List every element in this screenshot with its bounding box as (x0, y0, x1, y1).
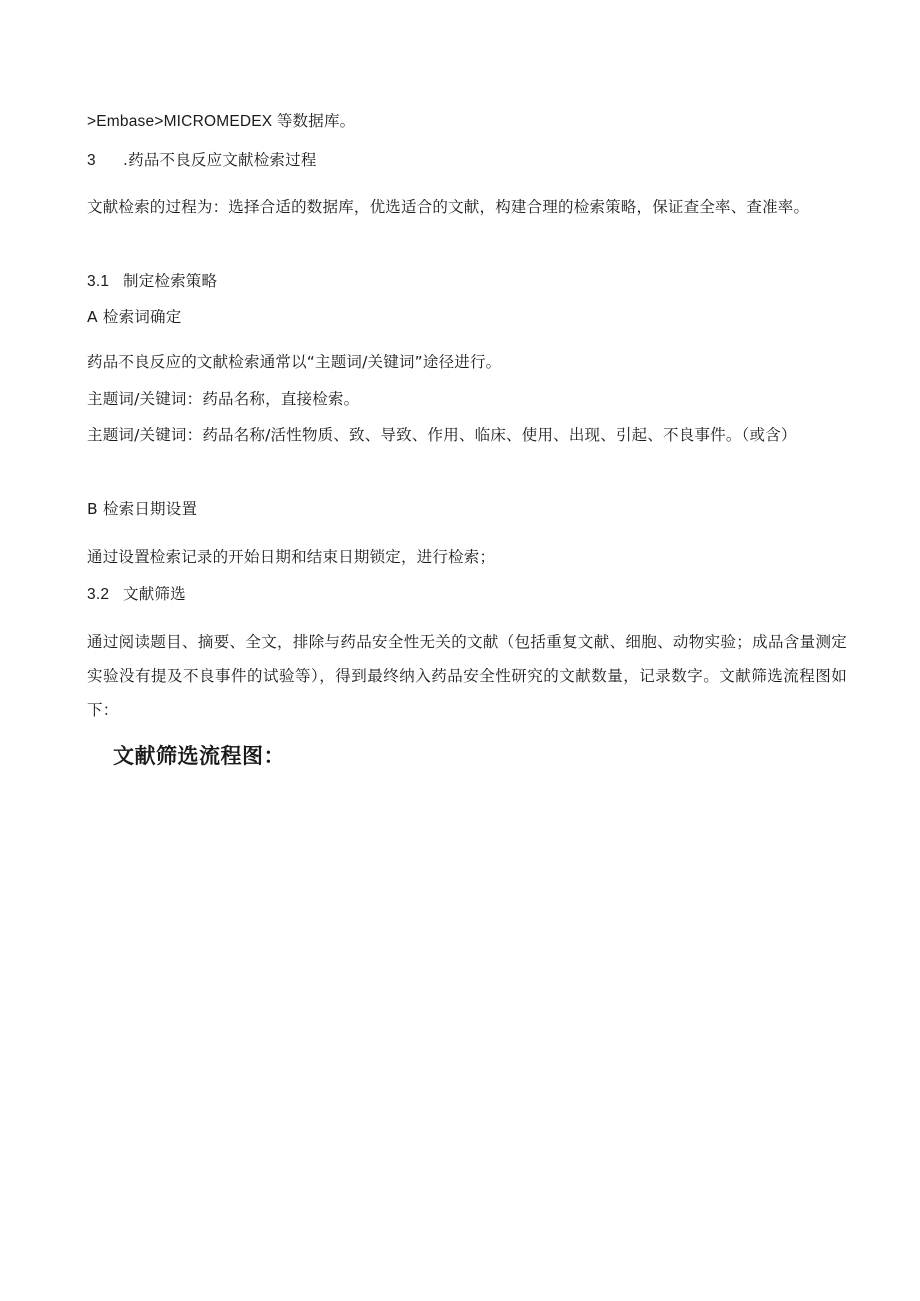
section-3-number: 3 (87, 152, 96, 169)
subsection-b-heading: B 检索日期设置 (87, 500, 198, 518)
database-list-line: >Embase>MICROMEDEX 等数据库。 (87, 113, 356, 130)
section-3-heading (87, 150, 317, 171)
date-setting-paragraph: 通过设置检索记录的开始日期和结束日期锁定，进行检索； (87, 548, 496, 566)
section-3-2-number: 3.2 (87, 586, 110, 603)
keyword-paragraph-1: 主题词/关键词：药品名称，直接检索。 (87, 390, 360, 408)
subsection-a-heading: A 检索词确定 (87, 308, 182, 326)
section-3-1-number: 3.1 (87, 273, 110, 290)
section-3-2-title: 文献筛选 (123, 585, 186, 603)
section-3-title: .药品不良反应文献检索过程 (123, 151, 317, 169)
keyword-paragraph-2: 主题词/关键词：药品名称/活性物质、致、导致、作用、临床、使用、出现、引起、不良事件。（或含） (87, 426, 797, 444)
screening-paragraph: 通过阅读题目、摘要、全文，排除与药品安全性无关的文献（包括重复文献、细胞、动物实验；成品含量测定实验没有提及不良事件的试验等），得到最终纳入药品安全性研究的文献数量，记录数字。文献筛选流程图如下： (87, 633, 847, 719)
search-route-paragraph: 药品不良反应的文献检索通常以“主题词/关键词”途径进行。 (87, 353, 502, 371)
section-3-1-heading (87, 271, 217, 292)
section-3-1-title: 制定检索策略 (123, 272, 218, 290)
section-3-2-heading (87, 584, 186, 605)
figure-title: 文献筛选流程图： (113, 744, 285, 768)
process-paragraph: 文献检索的过程为：选择合适的数据库，优选适合的文献，构建合理的检索策略，保证查全率、查准率。 (87, 198, 810, 216)
